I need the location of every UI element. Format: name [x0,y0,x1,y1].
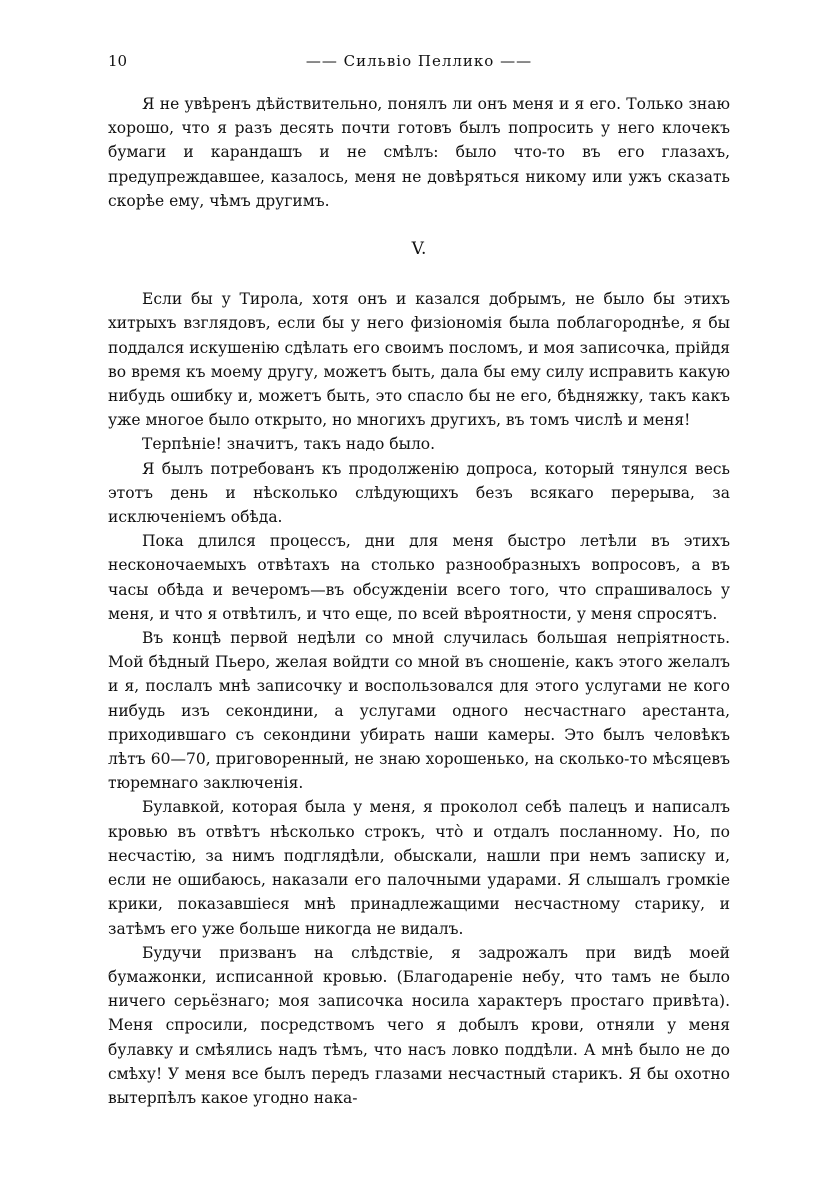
running-title: —— Сильвіо Пеллико —— [305,52,533,70]
paragraph-7: Булавкой, которая была у меня, я проколол себѣ палецъ и написалъ кровью въ отвѣтъ нѣсколько строкъ, что̀ и отдалъ посланному. Но, по несчастію, за нимъ подглядѣли, обыскали, нашли при немъ записку и, если не ошибаюсь, наказали его палочными ударами. Я слышалъ громкіе крики, показавшіеся мнѣ принадлежащими несчастному старику, и затѣмъ его уже больше никогда не видалъ. [108,798,730,938]
body-text [108,92,730,1110]
paragraph-1: Я не увѣренъ дѣйствительно, понялъ ли онъ меня и я его. Только знаю хорошо, что я разъ десять почти готовъ былъ попросить у него клочекъ бумаги и карандашъ и не смѣлъ: было что-то въ его глазахъ, предупреждавшее, казалось, меня не довѣряться никому или ужъ сказать скорѣе ему, чѣмъ другимъ. [108,95,730,210]
paragraph-2: Если бы у Тирола, хотя онъ и казался добрымъ, не было бы этихъ хитрыхъ взглядовъ, если бы у него физіономія была поблагороднѣе, я бы поддался искушенію сдѣлать его своимъ посломъ, и моя записочка, прійдя во время къ моему другу, можетъ быть, дала бы ему силу исправить какую нибудь ошибку и, можетъ быть, это спасло бы не его, бѣдняжку, такъ какъ уже многое было открыто, но многихъ другихъ, въ томъ числѣ и меня! [108,290,730,430]
paragraph-4: Я былъ потребованъ къ продолженію допроса, который тянулся весь этотъ день и нѣсколько слѣдующихъ безъ всякаго перерыва, за исключеніемъ обѣда. [108,459,730,527]
paragraph-8: Будучи призванъ на слѣдствіе, я задрожалъ при видѣ моей бумажонки, исписанной кровью. (Благодареніе небу, что тамъ не было ничего серьёзнаго; моя записочка носила характеръ простаго привѣта). Меня спросили, посредствомъ чего я добылъ крови, отняли у меня булавку и смѣялись надъ тѣмъ, что насъ ловко поддѣли. А мнѣ было не до смѣху! У меня все былъ передъ глазами несчастный старикъ. Я бы охотно вытерпѣлъ какое угодно нака- [108,943,730,1107]
page-number: 10 [108,52,128,70]
running-header [108,46,730,76]
paragraph-3: Терпѣніе! значитъ, такъ надо было. [142,435,436,454]
paragraph-6: Въ концѣ первой недѣли со мной случилась большая непріятность. Мой бѣдный Пьеро, желая войдти со мной въ сношеніе, какъ этого желалъ и я, послалъ мнѣ записочку и воспользовался для этого услугами не кого нибудь изъ секондини, а услугами одного несчастнаго арестанта, приходившаго съ секондини убирать наши камеры. Это былъ человѣкъ лѣтъ 60—70, приговоренный, не знаю хорошенько, на сколько-то мѣсяцевъ тюремнаго заключенія. [108,629,730,793]
chapter-heading: V. [411,239,427,260]
paragraph-5: Пока длился процессъ, дни для меня быстро летѣли въ этихъ несконочаемыхъ отвѣтахъ на столько разнообразныхъ вопросовъ, а въ часы обѣда и вечеромъ—въ обсужденіи всего того, что спрашивалось у меня, и что я отвѣтилъ, и что еще, по всей вѣроятности, у меня спросятъ. [108,532,730,623]
book-page [108,46,730,1110]
